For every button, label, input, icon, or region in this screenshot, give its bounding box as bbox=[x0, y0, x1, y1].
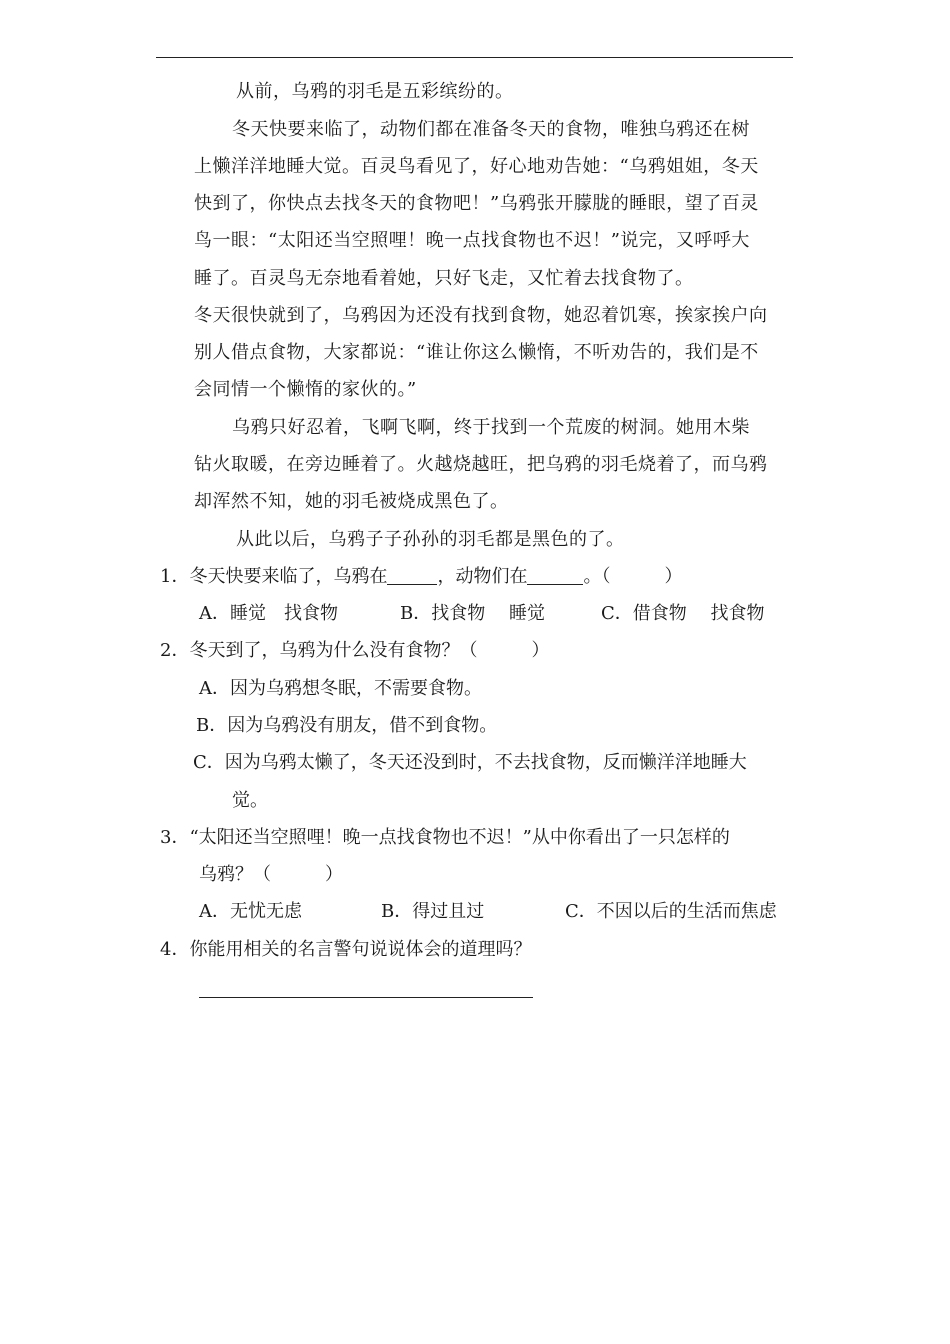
story-line-11: 钻火取暖，在旁边睡着了。火越烧越旺，把乌鸦的羽毛烧着了，而乌鸦 bbox=[194, 454, 768, 475]
question-number: 2． bbox=[160, 640, 190, 661]
q1-option-c[interactable]: C．借食物 找食物 bbox=[601, 603, 765, 624]
answer-line[interactable] bbox=[199, 997, 533, 998]
question-number: 3． bbox=[160, 827, 190, 848]
question-3-continued: 乌鸦？（ ） bbox=[199, 864, 343, 885]
q3-option-a[interactable]: A．无忧无虑 bbox=[199, 901, 302, 922]
header-rule bbox=[156, 57, 793, 58]
question-2 bbox=[160, 639, 549, 663]
question-text: ，动物们在 bbox=[437, 566, 528, 587]
story-line-4: 快到了，你快点去找冬天的食物吧！”乌鸦张开朦胧的睡眼，望了百灵 bbox=[194, 193, 759, 214]
question-3 bbox=[160, 826, 730, 850]
q2-option-b[interactable]: B．因为乌鸦没有朋友，借不到食物。 bbox=[196, 715, 498, 736]
question-4 bbox=[160, 938, 531, 962]
question-number: 1． bbox=[160, 566, 190, 587]
q1-option-b[interactable]: B．找食物 睡觉 bbox=[400, 603, 545, 624]
question-text: 冬天快要来临了，乌鸦在 bbox=[189, 566, 388, 587]
answer-blank-1[interactable] bbox=[387, 566, 437, 585]
q2-option-c-continued: 觉。 bbox=[232, 790, 268, 811]
story-line-13: 从此以后，乌鸦子子孙孙的羽毛都是黑色的了。 bbox=[236, 529, 625, 550]
question-text: 冬天到了，乌鸦为什么没有食物？（ ） bbox=[189, 640, 550, 661]
q3-option-b[interactable]: B．得过且过 bbox=[381, 901, 485, 922]
q3-option-c[interactable]: C．不因以后的生活而焦虑 bbox=[565, 901, 777, 922]
answer-bracket[interactable]: 。（ ） bbox=[583, 566, 683, 587]
story-line-9: 会同情一个懒惰的家伙的。” bbox=[194, 379, 417, 400]
story-line-6: 睡了。百灵鸟无奈地看着她，只好飞走，又忙着去找食物了。 bbox=[194, 268, 694, 289]
story-line-8: 别人借点食物，大家都说：“谁让你这么懒惰，不听劝告的，我们是不 bbox=[194, 342, 759, 363]
story-line-3: 上懒洋洋地睡大觉。百灵鸟看见了，好心地劝告她：“乌鸦姐姐，冬天 bbox=[194, 156, 759, 177]
answer-blank-2[interactable] bbox=[527, 566, 583, 585]
q1-option-a[interactable]: A．睡觉 找食物 bbox=[199, 603, 338, 624]
story-line-1: 从前，乌鸦的羽毛是五彩缤纷的。 bbox=[236, 81, 514, 102]
q2-option-c[interactable]: C．因为乌鸦太懒了，冬天还没到时，不去找食物，反而懒洋洋地睡大 bbox=[193, 752, 747, 773]
story-line-10: 乌鸦只好忍着，飞啊飞啊，终于找到一个荒废的树洞。她用木柴 bbox=[232, 417, 750, 438]
question-number: 4． bbox=[160, 939, 190, 960]
story-line-5: 鸟一眼：“太阳还当空照哩！晚一点找食物也不迟！”说完，又呼呼大 bbox=[194, 230, 750, 251]
story-line-7: 冬天很快就到了，乌鸦因为还没有找到食物，她忍着饥寒，挨家挨户向 bbox=[194, 305, 768, 326]
story-line-12: 却浑然不知，她的羽毛被烧成黑色了。 bbox=[194, 491, 509, 512]
question-1 bbox=[160, 565, 682, 589]
question-text: “太阳还当空照哩！晚一点找食物也不迟！”从中你看出了一只怎样的 bbox=[189, 827, 730, 848]
q2-option-a[interactable]: A．因为乌鸦想冬眠，不需要食物。 bbox=[199, 678, 482, 699]
question-text: 你能用相关的名言警句说说体会的道理吗？ bbox=[189, 939, 532, 960]
story-line-2: 冬天快要来临了，动物们都在准备冬天的食物，唯独乌鸦还在树 bbox=[232, 119, 750, 140]
